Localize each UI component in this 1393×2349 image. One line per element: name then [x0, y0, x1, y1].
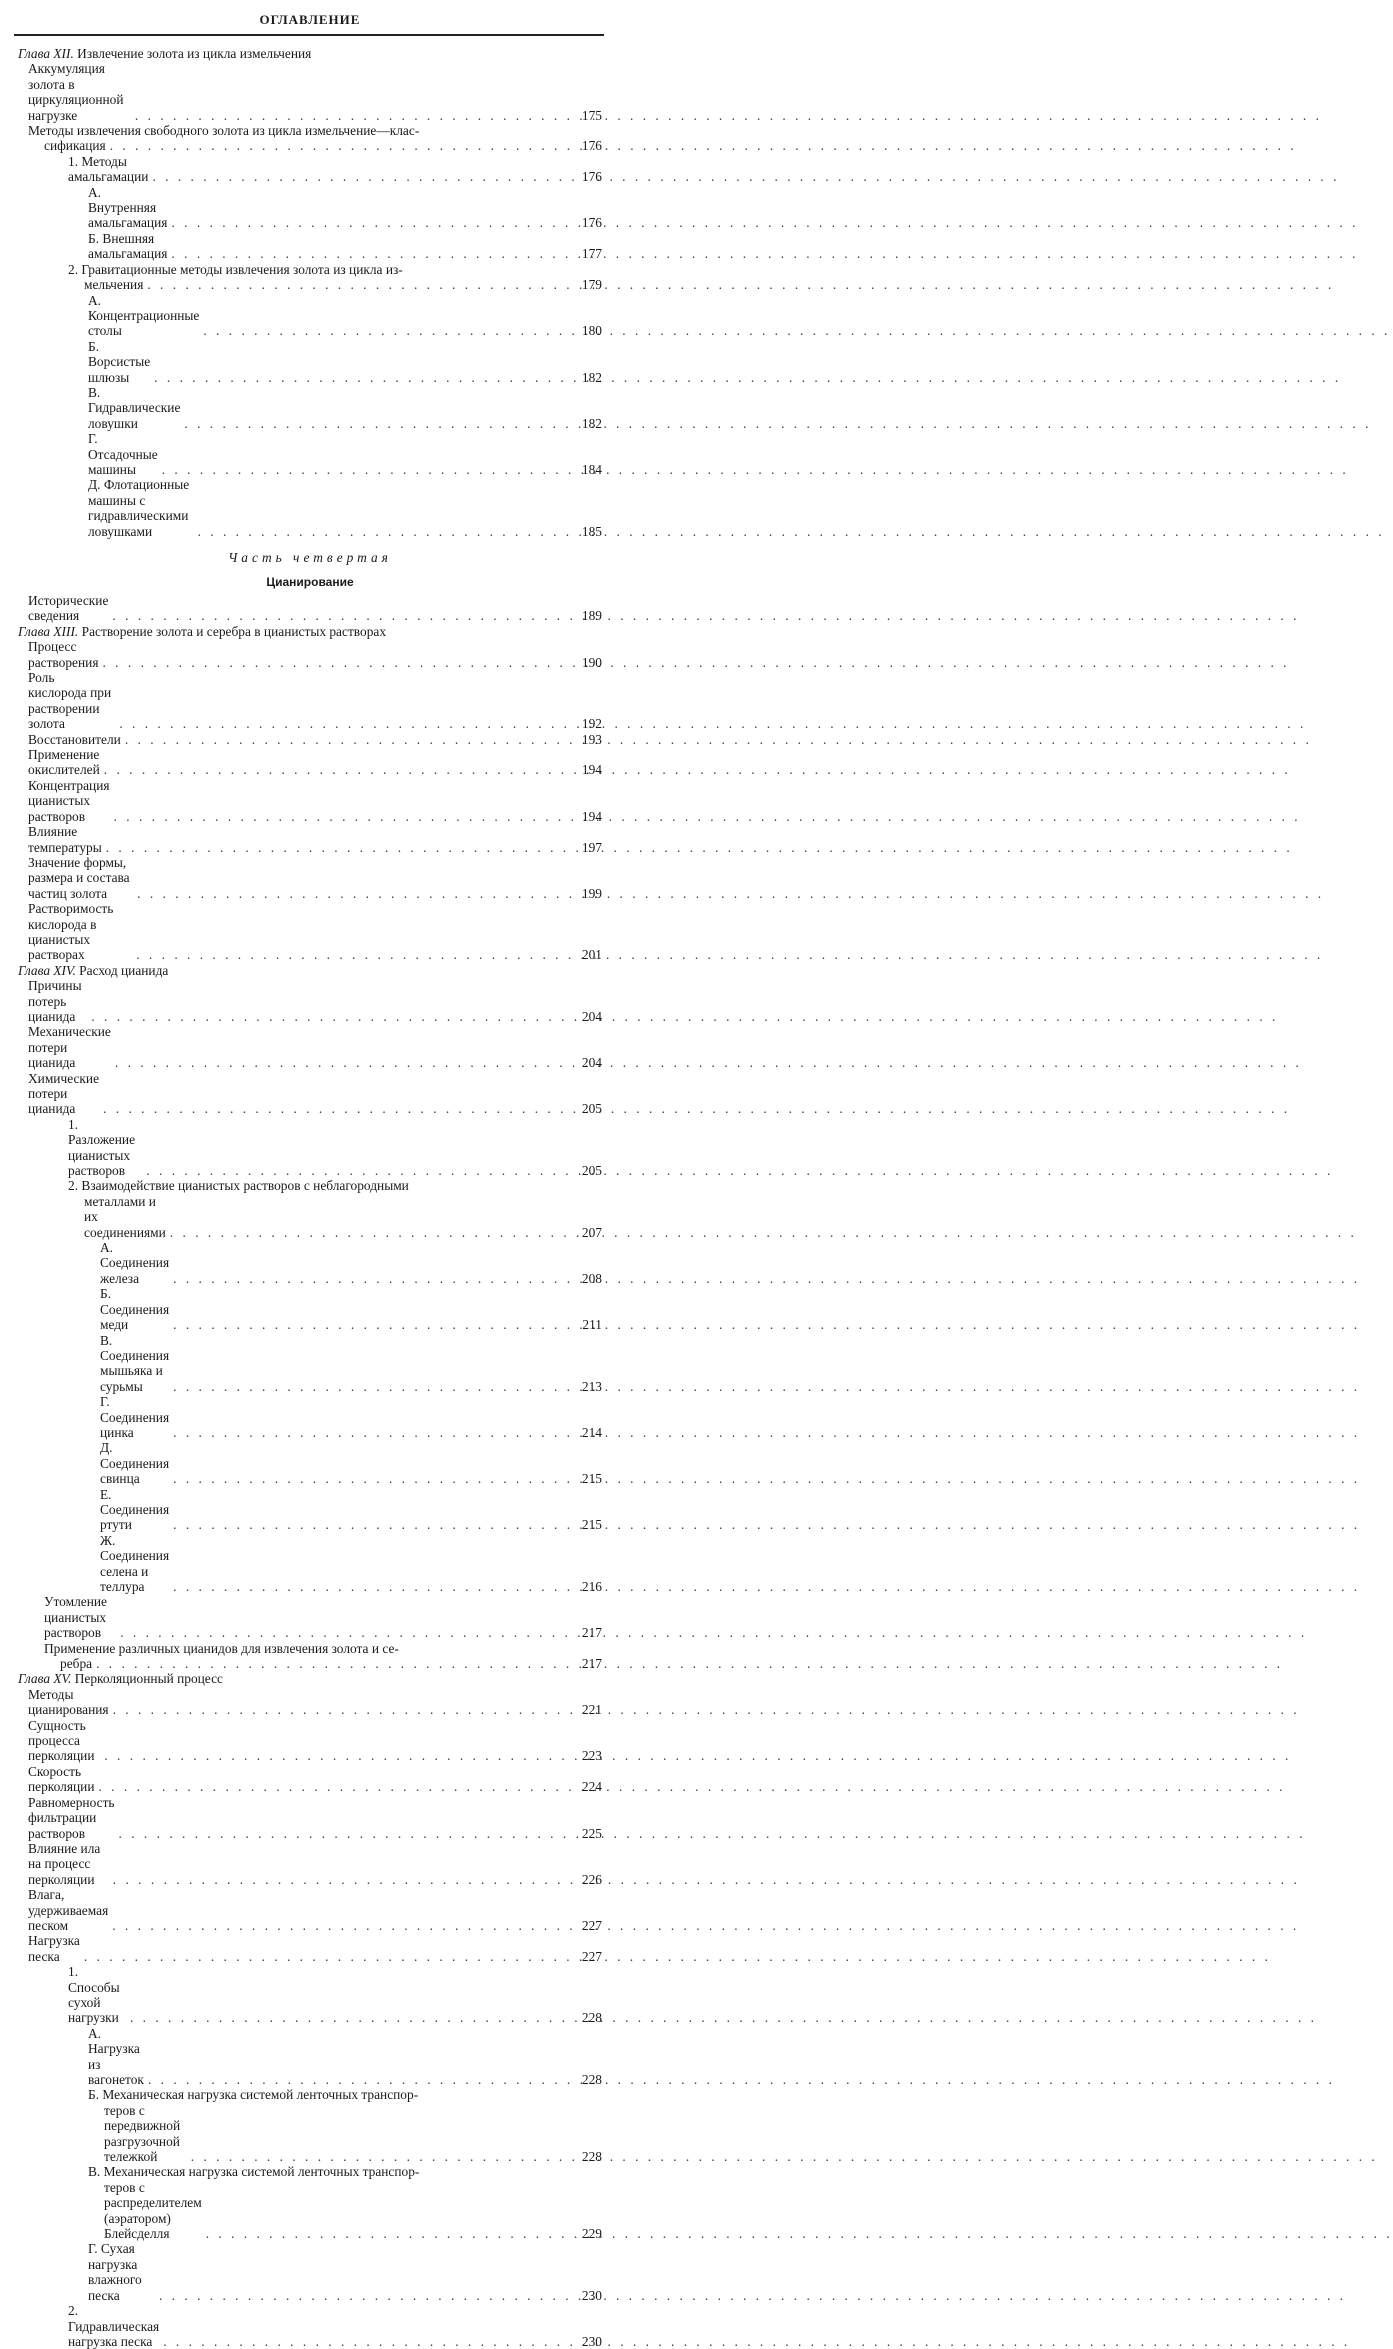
entry-text: А. Концентрационные столы: [88, 292, 200, 339]
entry-page: 194: [581, 808, 602, 824]
entry-text: Процесс растворения: [28, 639, 99, 670]
entry-page: 228: [581, 2149, 602, 2165]
entry-page: 180: [581, 323, 602, 339]
toc-entry: [18, 1764, 602, 1795]
entry-page: 184: [581, 461, 602, 477]
entry-page: 179: [581, 277, 602, 293]
entry-text: Аккумуляция золота в циркуляционной нагрузке: [28, 61, 124, 123]
entry-page: 229: [581, 2226, 602, 2242]
entry-page: 224: [581, 1779, 602, 1795]
toc-entry: [18, 855, 602, 901]
toc-entry: [18, 61, 602, 123]
entry-text: 1. Разложение цианистых растворов: [68, 1116, 136, 1179]
entry-page: 228: [581, 2072, 602, 2087]
entry-text: теров с распределителем (аэратором) Блейсделля: [104, 2179, 202, 2242]
entry-page: 189: [581, 608, 602, 624]
toc-entry: [18, 1024, 602, 1070]
entry-text: Влага, удерживаемая песком: [28, 1887, 109, 1933]
toc-entry: [18, 1440, 602, 1486]
chapter-14-heading: [18, 963, 602, 978]
toc-entry: [18, 747, 602, 778]
toc-entry: [18, 639, 602, 670]
toc-entry: [18, 1887, 602, 1933]
entry-page: 176: [581, 138, 602, 154]
toc-entry: [18, 2180, 602, 2242]
entry-text: сификация: [44, 138, 106, 154]
entry-page: 221: [581, 1702, 602, 1718]
toc-entry: [18, 2303, 602, 2349]
entry-text: Роль кислорода при растворении золота: [28, 670, 112, 732]
toc-entry: [18, 154, 602, 185]
entry-page: 182: [581, 369, 602, 385]
entry-page: 230: [581, 2287, 602, 2303]
toc-entry-line: В. Механическая нагрузка системой ленточных транспор-: [88, 2164, 420, 2180]
section-heading: Цианирование: [266, 575, 354, 589]
entry-text: Сущность процесса перколяции: [28, 1717, 95, 1764]
chapter-13-heading: [18, 624, 602, 639]
entry-page: 199: [581, 885, 602, 901]
toc: [18, 46, 602, 2349]
entry-text: мельчения: [84, 277, 144, 293]
toc-entry: [18, 670, 602, 732]
entry-page: 207: [581, 1224, 602, 1240]
toc-entry: [18, 1533, 602, 1595]
entry-page: 175: [581, 107, 602, 123]
toc-entry: [18, 1656, 602, 1671]
toc-entry: [18, 1117, 602, 1179]
toc-entry: [18, 1687, 602, 1718]
entry-text: Влияние температуры: [28, 824, 102, 855]
entry-page: 193: [581, 731, 602, 747]
chapter-title: Перколяционный процесс: [74, 1671, 223, 1687]
toc-entry: [18, 385, 602, 431]
entry-page: 223: [581, 1748, 602, 1764]
entry-page: 194: [581, 762, 602, 778]
entry-text: Б. Ворсистые шлюзы: [88, 338, 151, 385]
toc-entry: [18, 231, 602, 262]
entry-page: 213: [581, 1378, 602, 1394]
toc-entry: [18, 2026, 602, 2088]
entry-text: Влияние ила на процесс перколяции: [28, 1840, 101, 1887]
chapter-12-heading: [18, 46, 602, 61]
entry-page: 230: [581, 2333, 602, 2349]
entry-text: Химические потери цианида: [28, 1070, 100, 1117]
entry-text: А. Соединения железа: [100, 1240, 170, 1286]
toc-entry: [18, 1487, 602, 1533]
entry-text: Г. Отсадочные машины: [88, 431, 158, 477]
entry-text: Б. Соединения меди: [100, 1286, 170, 1333]
entry-page: 216: [581, 1579, 602, 1594]
entry-text: Г. Сухая нагрузка влажного песка: [88, 2241, 142, 2303]
toc-entry: [18, 1594, 602, 1640]
toc-entry: [18, 732, 602, 747]
entry-text: Причины потерь цианида: [28, 978, 82, 1024]
entry-text: Е. Соединения ртути: [100, 1486, 170, 1533]
entry-text: Ж. Соединения селена и теллура: [100, 1532, 170, 1594]
entry-page: 192: [581, 716, 602, 732]
toc-entry: [18, 293, 602, 339]
entry-text: Применение окислителей: [28, 747, 100, 778]
toc-entry-line: 2. Взаимодействие цианистых растворов с неблагородными: [68, 1178, 409, 1194]
entry-page: 227: [581, 1917, 602, 1933]
entry-text: Д. Флотационные машины с гидравлическими ловушками: [88, 477, 190, 539]
entry-page: 225: [581, 1825, 602, 1841]
entry-page: 215: [581, 1517, 602, 1533]
entry-text: Г. Соединения цинка: [100, 1394, 170, 1440]
entry-page: 217: [581, 1656, 602, 1672]
entry-text: Методы цианирования: [28, 1686, 109, 1718]
entry-page: 204: [581, 1055, 602, 1071]
entry-text: Нагрузка песка: [28, 1933, 80, 1964]
toc-entry: [18, 277, 602, 292]
entry-page: 197: [581, 839, 602, 855]
entry-text: 1. Способы сухой нагрузки: [68, 1964, 120, 2026]
entry-page: 190: [581, 654, 602, 670]
entry-text: В. Гидравлические ловушки: [88, 384, 181, 431]
entry-text: А. Нагрузка из вагонеток: [88, 2025, 144, 2087]
toc-entry: [18, 1240, 602, 1286]
entry-text: Механические потери цианида: [28, 1024, 111, 1071]
chapter-title: Расход цианида: [79, 962, 169, 978]
entry-text: Скорость перколяции: [28, 1763, 95, 1795]
page-header: ОГЛАВЛЕНИЕ: [259, 12, 361, 27]
entry-text: Значение формы, размера и состава частиц золота: [28, 854, 130, 901]
chapter-15-heading: [18, 1671, 602, 1686]
toc-entry: [18, 2241, 602, 2303]
entry-page: 205: [581, 1101, 602, 1117]
entry-text: Д. Соединения свинца: [100, 1440, 170, 1487]
chapter-label: Глава XII.: [18, 46, 74, 61]
entry-page: 182: [581, 415, 602, 431]
toc-entry-line: Применение различных цианидов для извлечения золота и се-: [44, 1640, 399, 1656]
toc-entry: [18, 1286, 602, 1332]
entry-page: 204: [581, 1008, 602, 1024]
entry-page: 226: [581, 1871, 602, 1887]
entry-text: Равномерность фильтрации растворов: [28, 1794, 115, 1841]
chapter-title: Растворение золота и серебра в цианистых растворах: [81, 623, 387, 639]
entry-text: 1. Методы амальгамации: [68, 153, 149, 185]
toc-entry: [18, 1194, 602, 1240]
toc-entry: [18, 1071, 602, 1117]
entry-page: 177: [581, 246, 602, 262]
toc-entry: [18, 824, 602, 855]
entry-page: 176: [581, 215, 602, 231]
toc-entry: [18, 1933, 602, 1964]
entry-text: А. Внутренняя амальгамация: [88, 184, 168, 231]
chapter-label: Глава XV.: [18, 1671, 72, 1687]
toc-entry: [18, 978, 602, 1024]
toc-entry: [18, 477, 602, 539]
entry-page: 214: [581, 1424, 602, 1440]
entry-page: 201: [581, 947, 602, 963]
entry-text: В. Соединения мышьяка и сурьмы: [100, 1332, 170, 1394]
entry-page: 185: [581, 523, 602, 539]
chapter-title: Извлечение золота из цикла измельчения: [77, 46, 312, 61]
toc-entry-line: Б. Механическая нагрузка системой ленточных транспор-: [88, 2087, 419, 2103]
entry-text: Восстановители: [28, 731, 121, 747]
entry-text: Утомление цианистых растворов: [44, 1594, 107, 1641]
toc-entry-line: 2. Гравитационные методы извлечения золота из цикла из-: [68, 261, 403, 277]
entry-page: 228: [581, 2010, 602, 2026]
entry-text: Исторические сведения: [28, 593, 109, 624]
toc-entry: [18, 339, 602, 385]
part-heading: Часть четвертая: [228, 550, 392, 565]
entry-text: металлами и их соединениями: [84, 1193, 166, 1240]
entry-page: 208: [581, 1270, 602, 1286]
toc-entry: [18, 2103, 602, 2165]
entry-text: Растворимость кислорода в цианистых растворах: [28, 901, 114, 963]
toc-entry: [18, 778, 602, 824]
entry-text: Концентрация цианистых растворов: [28, 777, 110, 824]
entry-page: 217: [581, 1625, 602, 1641]
toc-entry: [18, 1333, 602, 1395]
entry-page: 211: [582, 1317, 602, 1333]
toc-entry: [18, 1841, 602, 1887]
entry-page: 227: [581, 1948, 602, 1964]
toc-entry: [18, 138, 602, 153]
toc-entry: [18, 185, 602, 231]
entry-page: 205: [581, 1163, 602, 1179]
toc-entry: [18, 1718, 602, 1764]
chapter-label: Глава XIII.: [18, 623, 79, 639]
entry-page: 176: [581, 169, 602, 185]
entry-page: 215: [581, 1471, 602, 1487]
toc-entry: [18, 1964, 602, 2026]
toc-entry-line: Методы извлечения свободного золота из цикла измельчение—клас-: [28, 123, 420, 139]
toc-entry: [18, 1795, 602, 1841]
entry-text: ребра: [60, 1656, 93, 1672]
toc-entry: [18, 901, 602, 963]
chapter-label: Глава XIV.: [18, 962, 76, 978]
toc-entry: [18, 431, 602, 477]
entry-text: теров с передвижной разгрузочной тележкой: [104, 2102, 181, 2165]
entry-text: 2. Гидравлическая нагрузка песка: [68, 2303, 160, 2349]
header-rule: [14, 34, 604, 36]
toc-entry: [18, 1394, 602, 1440]
toc-entry: [18, 593, 602, 624]
entry-text: Б. Внешняя амальгамация: [88, 230, 168, 262]
